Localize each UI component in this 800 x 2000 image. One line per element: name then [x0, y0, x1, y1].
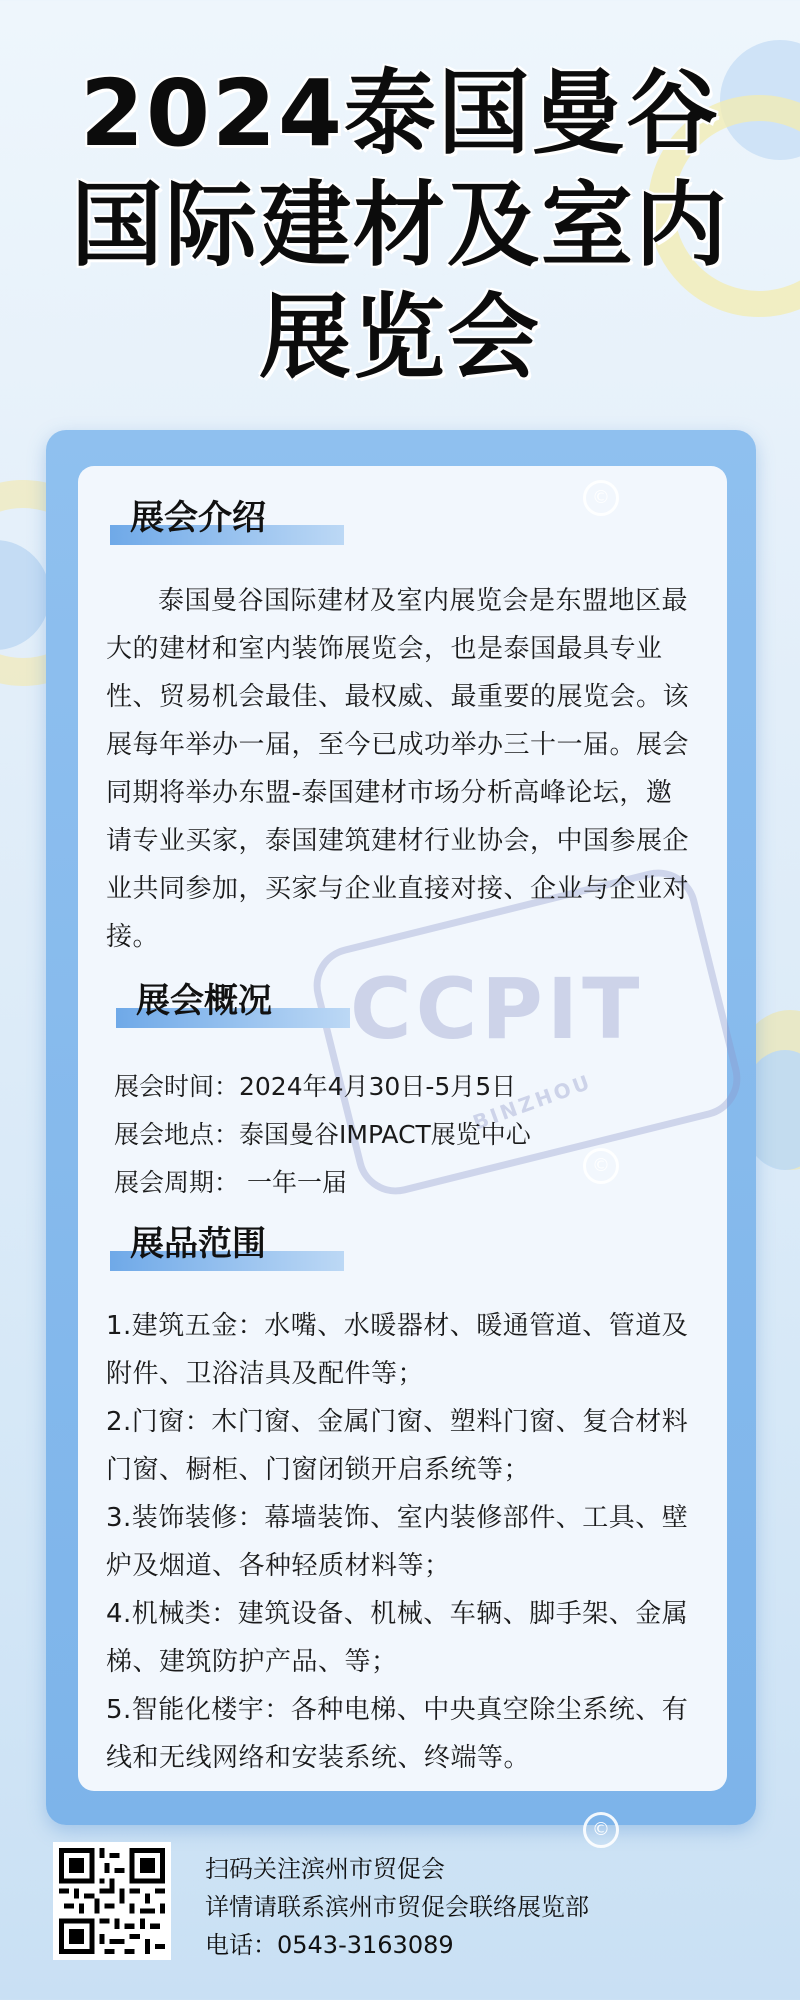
intro-paragraph: 泰国曼谷国际建材及室内展览会是东盟地区最大的建材和室内装饰展览会，也是泰国最具专业性、贸易机会最佳、最权威、最重要的展览会。该展每年举办一届，至今已成功举办三十一届。展会同期将举办东盟-泰国建材市场分析高峰论坛，邀请专业买家，泰国建筑建材行业协会，中国参展企业共同参加，买家与企业直接对接、企业与企业对接。 — [106, 586, 690, 952]
title-line-3: 展览会 — [258, 284, 541, 391]
list-item: 4.机械类：建筑设备、机械、车辆、脚手架、金属梯、建筑防护产品、等； — [106, 1599, 689, 1677]
list-item: 2.门窗：木门窗、金属门窗、塑料门窗、复合材料门窗、橱柜、门窗闭锁开启系统等； — [106, 1407, 689, 1485]
copyright-icon: © — [583, 480, 619, 516]
footer-line-phone[interactable]: 电话：0543-3163089 — [205, 1931, 454, 1959]
fact-cycle: 展会周期： 一年一届 — [114, 1168, 347, 1197]
heading-label: 展会介绍 — [130, 498, 266, 538]
copyright-icon: © — [583, 1812, 619, 1848]
footer-contact — [205, 1850, 589, 1964]
list-item: 5.智能化楼宇：各种电梯、中央真空除尘系统、有线和无线网络和安装系统、终端等。 — [106, 1695, 689, 1773]
heading-label: 展品范围 — [130, 1224, 266, 1264]
qr-code-icon — [59, 1848, 165, 1954]
heading-label: 展会概况 — [136, 981, 272, 1021]
fact-time: 展会时间：2024年4月30日-5月5日 — [114, 1072, 517, 1101]
footer-line-follow: 扫码关注滨州市贸促会 — [205, 1855, 445, 1883]
copyright-icon: © — [583, 1148, 619, 1184]
ccpit-watermark-logo: CCPIT — [350, 960, 644, 1058]
footer-line-contact: 详情请联系滨州市贸促会联络展览部 — [205, 1893, 589, 1921]
list-item: 3.装饰装修：幕墙装饰、室内装修部件、工具、壁炉及烟道、各种轻质材料等； — [106, 1503, 689, 1581]
title-line-1: 2024泰国曼谷 — [79, 60, 721, 167]
overview-facts — [114, 1063, 674, 1207]
list-item: 1.建筑五金：水嘴、水暖器材、暖通管道、管道及附件、卫浴洁具及配件等； — [106, 1311, 689, 1389]
poster-title — [0, 58, 800, 394]
products-list — [106, 1302, 702, 1782]
title-line-2: 国际建材及室内 — [70, 172, 729, 279]
qr-code[interactable] — [53, 1842, 171, 1960]
fact-venue: 展会地点：泰国曼谷IMPACT展览中心 — [114, 1120, 531, 1149]
ccpit-watermark-sub: BINZHOU — [469, 1069, 596, 1135]
